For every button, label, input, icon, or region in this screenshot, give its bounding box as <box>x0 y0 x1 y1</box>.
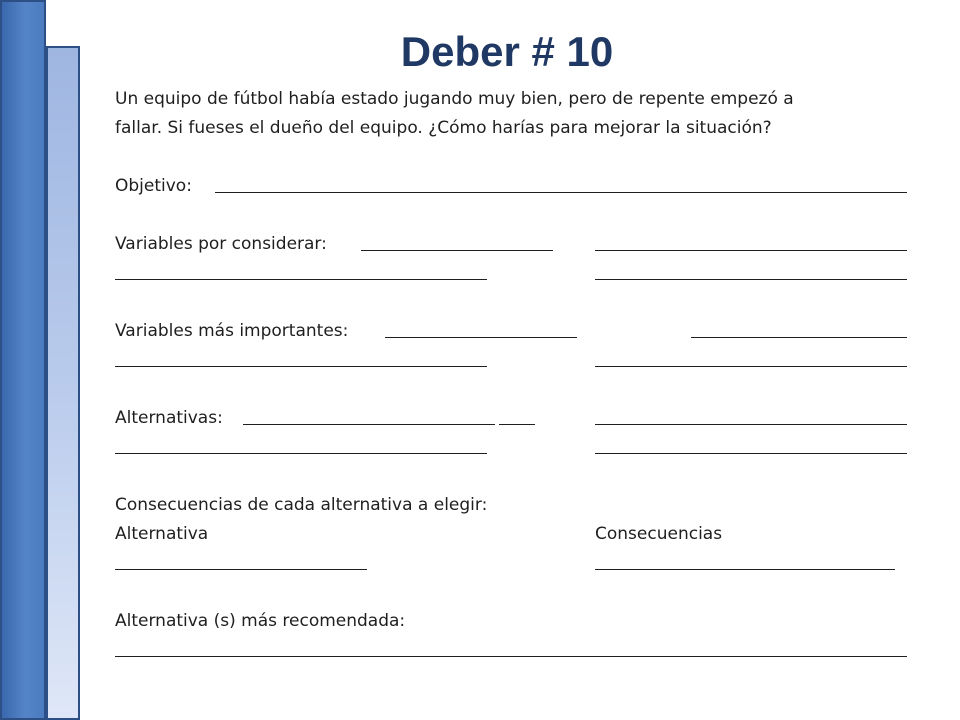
objetivo-answer-line[interactable] <box>215 192 907 193</box>
variables-considerar-line-2[interactable] <box>595 250 907 251</box>
alternativas-line-4[interactable] <box>595 453 907 454</box>
consecuencias-lines-row <box>115 549 907 578</box>
variables-importantes-line-4[interactable] <box>595 366 907 367</box>
variables-importantes-label: Variables más importantes: <box>115 321 349 341</box>
column-alternativa-label: Alternativa <box>115 524 209 544</box>
column-consecuencias-label: Consecuencias <box>595 524 723 544</box>
consecuencias-heading: Consecuencias de cada alternativa a elegir: <box>115 495 488 515</box>
alternativa-answer-line[interactable] <box>115 569 367 570</box>
recomendada-row <box>115 607 907 636</box>
consecuencias-answer-line[interactable] <box>595 569 895 570</box>
recomendada-answer-line[interactable] <box>115 656 907 657</box>
variables-considerar-label: Variables por considerar: <box>115 234 327 254</box>
variables-importantes-line-3[interactable] <box>115 366 487 367</box>
intro-line-2: fallar. Si fueses el dueño del equipo. ¿Cómo harías para mejorar la situación? <box>115 118 772 138</box>
recomendada-label: Alternativa (s) más recomendada: <box>115 611 406 631</box>
alternativas-line-1b[interactable] <box>499 424 535 425</box>
alternativas-line-3[interactable] <box>115 453 487 454</box>
variables-importantes-line-2[interactable] <box>691 337 907 338</box>
variables-importantes-row <box>115 317 907 346</box>
objetivo-label: Objetivo: <box>115 176 192 196</box>
objetivo-row <box>115 172 907 201</box>
intro-line-1: Un equipo de fútbol había estado jugando muy bien, pero de repente empezó a <box>115 89 794 109</box>
alternativas-label: Alternativas: <box>115 408 223 428</box>
recomendada-line-row <box>115 636 907 665</box>
variables-considerar-row <box>115 230 907 259</box>
variables-importantes-line-1[interactable] <box>385 337 577 338</box>
page-title: Deber # 10 <box>400 28 614 75</box>
variables-considerar-line-1[interactable] <box>361 250 553 251</box>
variables-importantes-row-2 <box>115 346 907 375</box>
decorative-bar-inner <box>46 46 80 720</box>
alternativas-line-2[interactable] <box>595 424 907 425</box>
consecuencias-columns-row <box>115 520 907 549</box>
consecuencias-heading-row <box>115 491 907 520</box>
alternativas-line-1[interactable] <box>243 424 495 425</box>
variables-considerar-line-3[interactable] <box>115 279 487 280</box>
variables-considerar-line-4[interactable] <box>595 279 907 280</box>
variables-considerar-row-2 <box>115 259 907 288</box>
intro-paragraph <box>115 85 907 143</box>
decorative-bar-outer <box>0 0 46 720</box>
alternativas-row-2 <box>115 433 907 462</box>
worksheet-body <box>115 85 907 665</box>
alternativas-row <box>115 404 907 433</box>
